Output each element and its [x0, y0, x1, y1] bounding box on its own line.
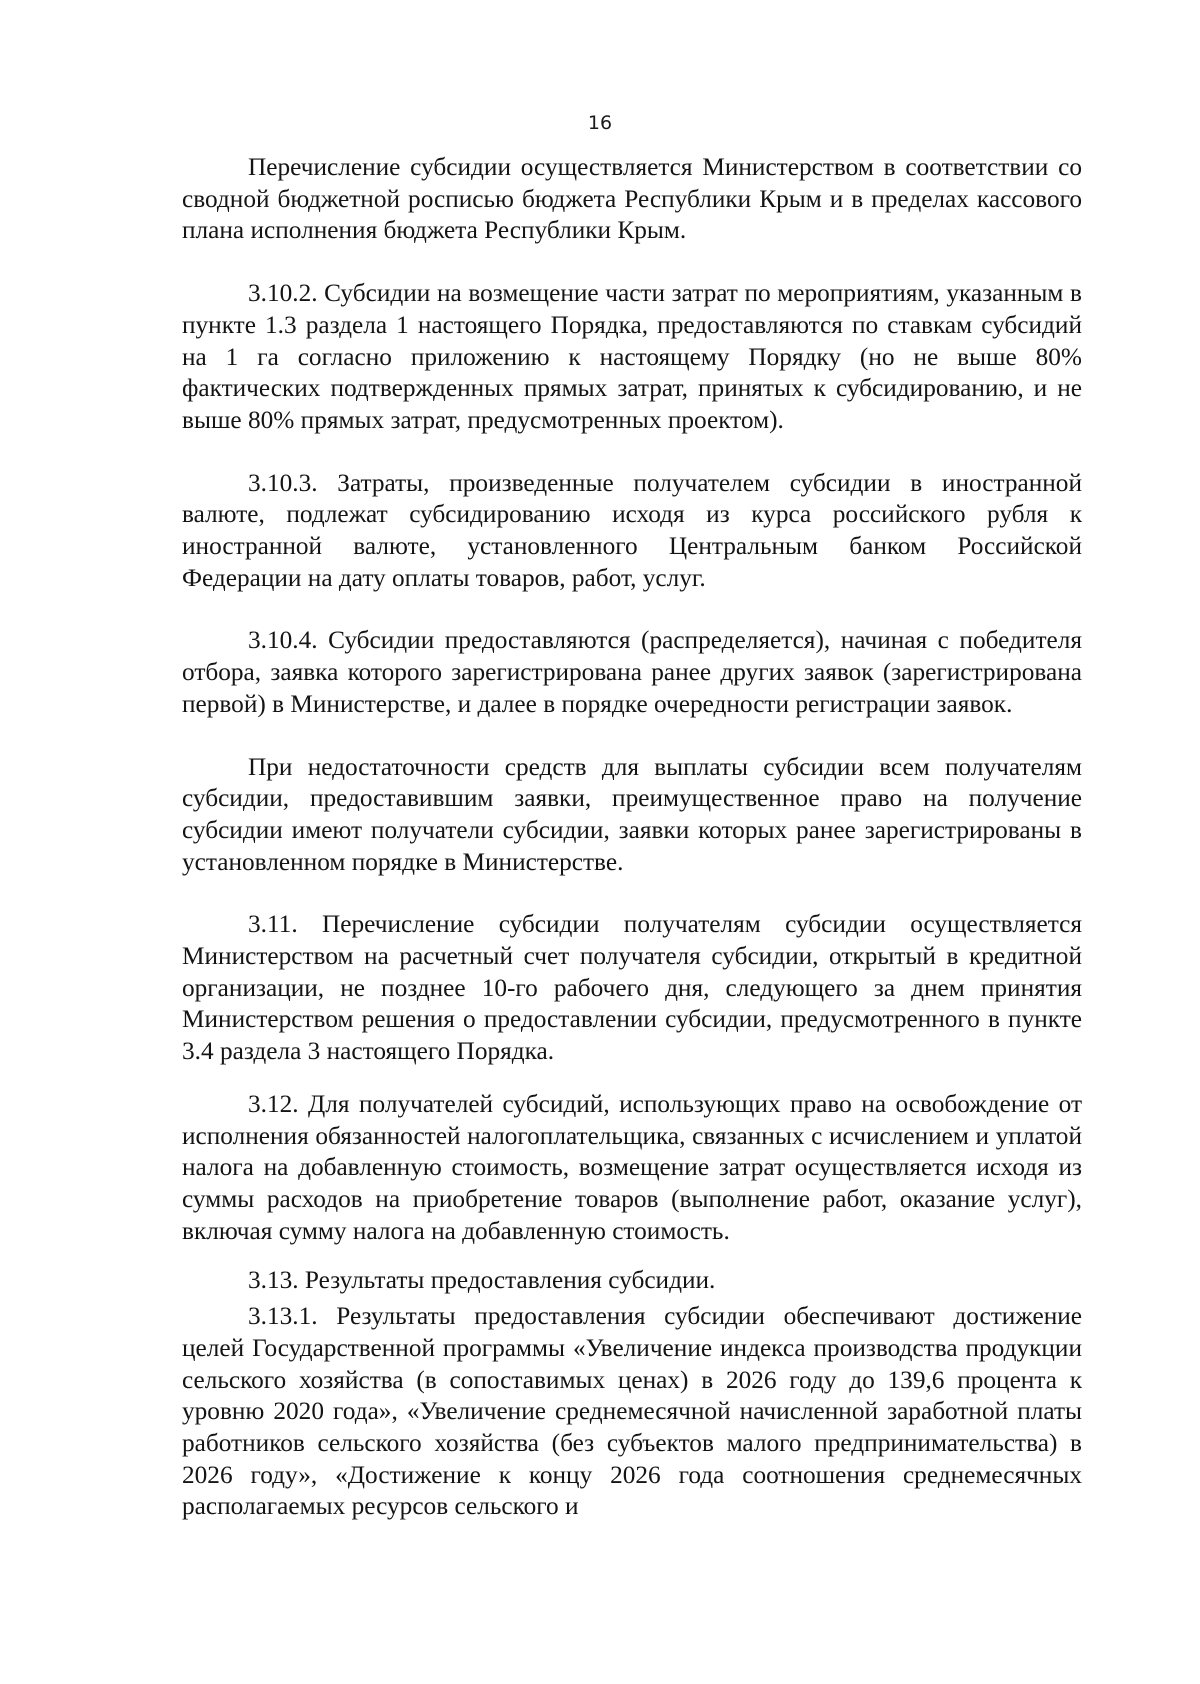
paragraph-3-12: 3.12. Для получателей субсидий, использующих право на освобождение от исполнения обязанностей налогоплательщика, связанных с исчислением и уплатой налога на добавленную стоимость, возмещение затрат осуществляется исходя из суммы расходов на приобретение товаров (выполнение работ, оказание услуг), включая сумму налога на добавленную стоимость.	[182, 1089, 1082, 1245]
paragraph-3-10-2: 3.10.2. Субсидии на возмещение части затрат по мероприятиям, указанным в пункте 1.3 раздела 1 настоящего Порядка, предоставляются по ставкам субсидий на 1 га согласно приложению к настоящему Порядку (но не выше 80% фактических подтвержденных прямых затрат, принятых к субсидированию, и не выше 80% прямых затрат, предусмотренных проектом).	[182, 279, 1082, 434]
document-body	[182, 152, 1082, 1523]
paragraph-transfer-subsidy: Перечисление субсидии осуществляется Министерством в соответствии со сводной бюджетной росписью бюджета Республики Крым и в пределах кассового плана исполнения бюджета Республики Крым.	[182, 153, 1082, 245]
paragraph-3-10-4: 3.10.4. Субсидии предоставляются (распределяется), начиная с победителя отбора, заявка которого зарегистрирована ранее других заявок (зарегистрирована первой) в Министерстве, и далее в порядке очередности регистрации заявок.	[182, 626, 1082, 718]
paragraph-3-10-3: 3.10.3. Затраты, произведенные получателем субсидии в иностранной валюте, подлежат субсидированию исходя из курса российского рубля к иностранной валюте, установленного Центральным банком Российской Федерации на дату оплаты товаров, работ, услуг.	[182, 468, 1082, 592]
page-number: 16	[587, 112, 613, 134]
paragraph-3-13: 3.13. Результаты предоставления субсидии.	[248, 1266, 716, 1295]
paragraph-3-11: 3.11. Перечисление субсидии получателям субсидии осуществляется Министерством на расчетный счет получателя субсидии, открытый в кредитной организации, не позднее 10-го рабочего дня, следующего за днем принятия Министерством решения о предоставлении субсидии, предусмотренного в пункте 3.4 раздела 3 настоящего Порядка.	[182, 910, 1082, 1066]
paragraph-insufficient-funds: При недостаточности средств для выплаты субсидии всем получателям субсидии, предоставившим заявки, преимущественное право на получение субсидии имеют получатели субсидии, заявки которых ранее зарегистрированы в установленном порядке в Министерстве.	[182, 752, 1082, 876]
paragraph-3-13-1: 3.13.1. Результаты предоставления субсидии обеспечивают достижение целей Государственной программы «Увеличение индекса производства продукции сельского хозяйства (в сопоставимых ценах) в 2026 году до 139,6 процента к уровню 2020 года», «Увеличение среднемесячной начисленной заработной платы работников сельского хозяйства (без субъектов малого предпринимательства) в 2026 году», «Достижение к концу 2026 года соотношения среднемесячных располагаемых ресурсов сельского и	[182, 1302, 1082, 1521]
